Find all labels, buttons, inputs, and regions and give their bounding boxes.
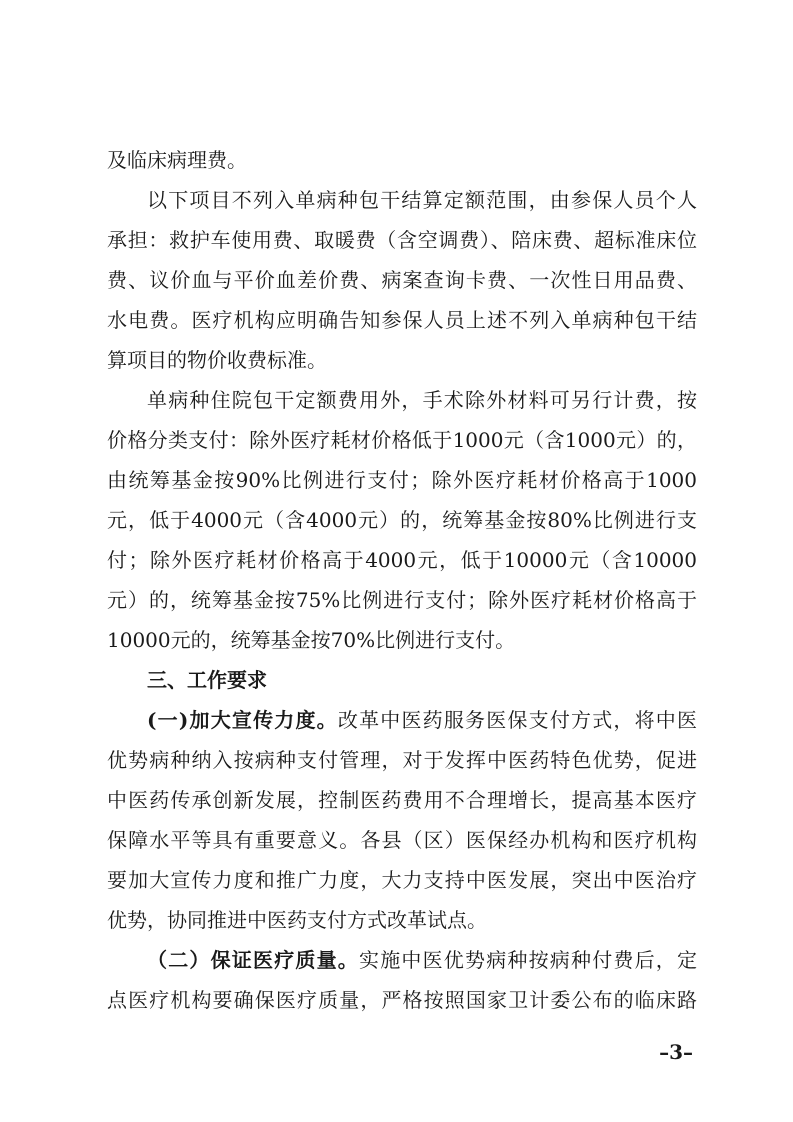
paragraph-line: 承担：救护车使用费、取暖费（含空调费）、陪床费、超标准床位 [107, 228, 697, 252]
page-number: –3– [659, 1040, 693, 1064]
paragraph-line: (一)加大宣传力度。改革中医药服务医保支付方式，将中医 [147, 708, 697, 732]
paragraph-line: 中医药传承创新发展，控制医药费用不合理增长，提高基本医疗 [107, 788, 697, 812]
paragraph-line: 元）的，统筹基金按75%比例进行支付；除外医疗耗材价格高于 [107, 588, 697, 612]
section-heading: 三、工作要求 [147, 668, 267, 692]
paragraph-line: 优势病种纳入按病种支付管理，对于发挥中医药特色优势，促进 [107, 748, 697, 772]
subsection-title: （二）保证医疗质量。 [147, 948, 359, 972]
paragraph-line: 优势，协同推进中医药支付方式改革试点。 [107, 908, 487, 932]
paragraph-line: 元，低于4000元（含4000元）的，统筹基金按80%比例进行支 [107, 508, 697, 532]
paragraph-line: 以下项目不列入单病种包干结算定额范围，由参保人员个人 [147, 188, 697, 212]
paragraph-line: 10000元的，统筹基金按70%比例进行支付。 [107, 628, 516, 652]
paragraph-line: 单病种住院包干定额费用外，手术除外材料可另行计费，按 [147, 388, 697, 412]
paragraph-line: 保障水平等具有重要意义。各县（区）医保经办机构和医疗机构 [107, 828, 697, 852]
paragraph-line: 水电费。医疗机构应明确告知参保人员上述不列入单病种包干结 [107, 308, 697, 332]
paragraph-line: （二）保证医疗质量。实施中医优势病种按病种付费后，定 [147, 948, 697, 972]
paragraph-line: 价格分类支付：除外医疗耗材价格低于1000元（含1000元）的， [107, 428, 697, 452]
subsection-title: (一)加大宣传力度。 [147, 708, 338, 732]
paragraph-line: 费、议价血与平价血差价费、病案查询卡费、一次性日用品费、 [107, 268, 697, 292]
paragraph-line: 付；除外医疗耗材价格高于4000元，低于10000元（含10000 [107, 548, 697, 572]
paragraph-line: 要加大宣传力度和推广力度，大力支持中医发展，突出中医治疗 [107, 868, 697, 892]
paragraph-line: 及临床病理费。 [107, 148, 247, 172]
paragraph-line: 由统筹基金按90%比例进行支付；除外医疗耗材价格高于1000 [107, 468, 697, 492]
paragraph-line: 算项目的物价收费标准。 [107, 348, 327, 372]
paragraph-line: 点医疗机构要确保医疗质量，严格按照国家卫计委公布的临床路 [107, 988, 697, 1012]
